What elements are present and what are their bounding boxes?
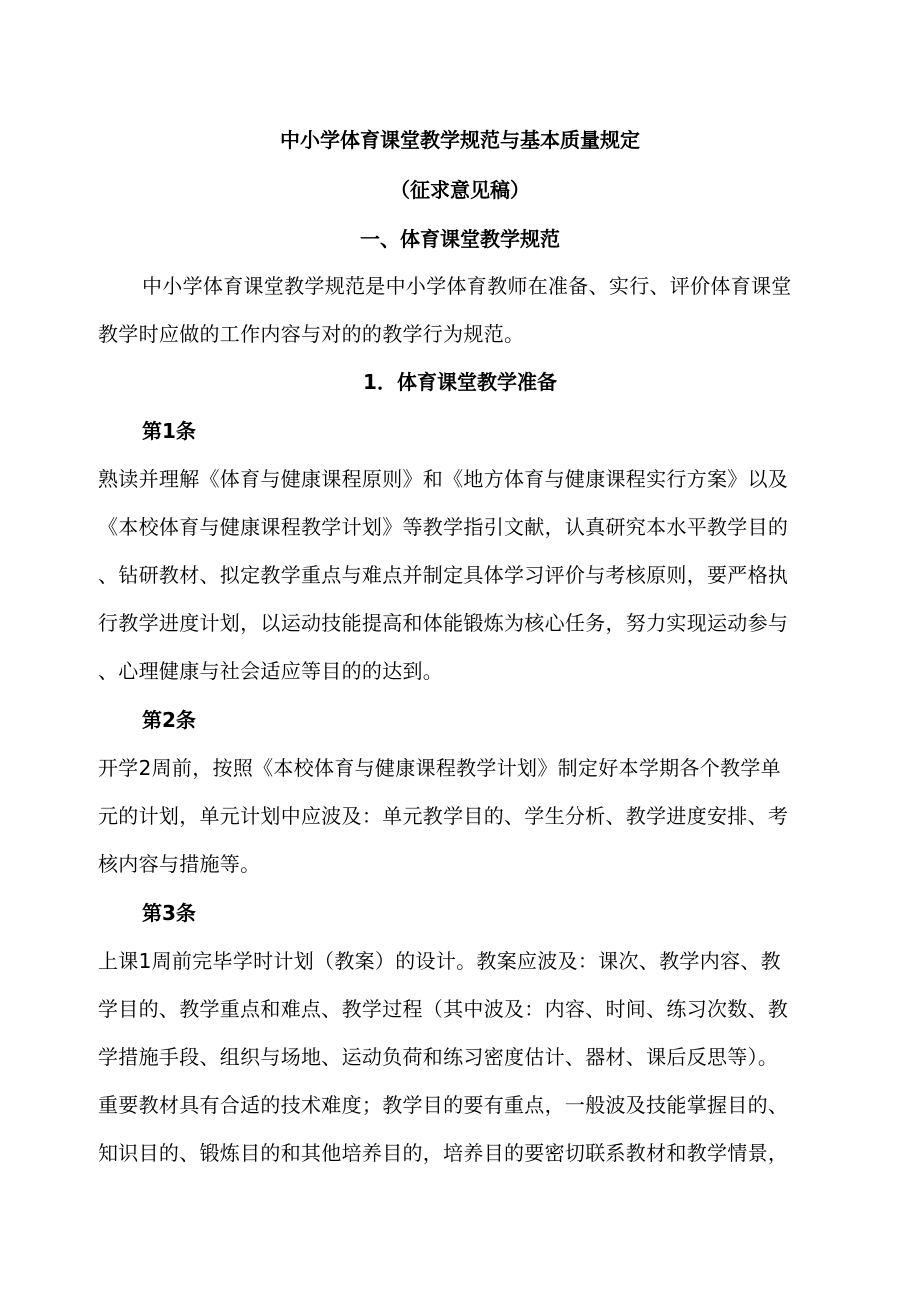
paragraph-line: 中小学体育课堂教学规范是中小学体育教师在准备、实行、评价体育课堂	[142, 274, 792, 298]
paragraph-line: 学措施手段、组织与场地、运动负荷和练习密度估计、器材、课后反思等）。	[98, 1045, 779, 1069]
paragraph-line: 元的计划，单元计划中应波及：单元教学目的、学生分析、教学进度安排、考	[98, 804, 789, 828]
subsection-heading: 1．体育课堂教学准备	[363, 370, 557, 394]
paragraph-line: 、心理健康与社会适应等目的的达到。	[98, 659, 444, 683]
paragraph-line: 上课1周前完毕学时计划（教案）的设计。教案应波及：课次、教学内容、教	[98, 949, 781, 973]
paragraph-line: 教学时应做的工作内容与对的的教学行为规范。	[98, 322, 525, 346]
paragraph-line: 知识目的、锻炼目的和其他培养目的，培养目的要密切联系教材和教学情景，	[98, 1141, 789, 1165]
paragraph-line: 《本校体育与健康课程教学计划》等教学指引文献，认真研究本水平教学目的	[98, 515, 789, 539]
section-heading: 一、体育课堂教学规范	[360, 227, 560, 251]
article-label: 第2条	[142, 708, 196, 732]
paragraph-line: 行教学进度计划，以运动技能提高和体能锻炼为核心任务，努力实现运动参与	[98, 611, 789, 635]
document-title: 中小学体育课堂教学规范与基本质量规定	[280, 128, 640, 152]
paragraph-line: 重要教材具有合适的技术难度；教学目的要有重点，一般波及技能掌握目的、	[98, 1093, 789, 1117]
paragraph-line: 、钻研教材、拟定教学重点与难点并制定具体学习评价与考核原则，要严格执	[98, 563, 789, 587]
paragraph-line: 熟读并理解《体育与健康课程原则》和《地方体育与健康课程实行方案》以及	[98, 467, 789, 491]
article-label: 第3条	[142, 901, 196, 925]
paragraph-line: 开学2周前，按照《本校体育与健康课程教学计划》制定好本学期各个教学单	[98, 756, 781, 780]
paragraph-line: 学目的、教学重点和难点、教学过程（其中波及：内容、时间、练习次数、教	[98, 997, 789, 1021]
document-subtitle: （征求意见稿）	[390, 178, 530, 202]
paragraph-line: 核内容与措施等。	[98, 852, 261, 876]
article-label: 第1条	[142, 419, 196, 443]
